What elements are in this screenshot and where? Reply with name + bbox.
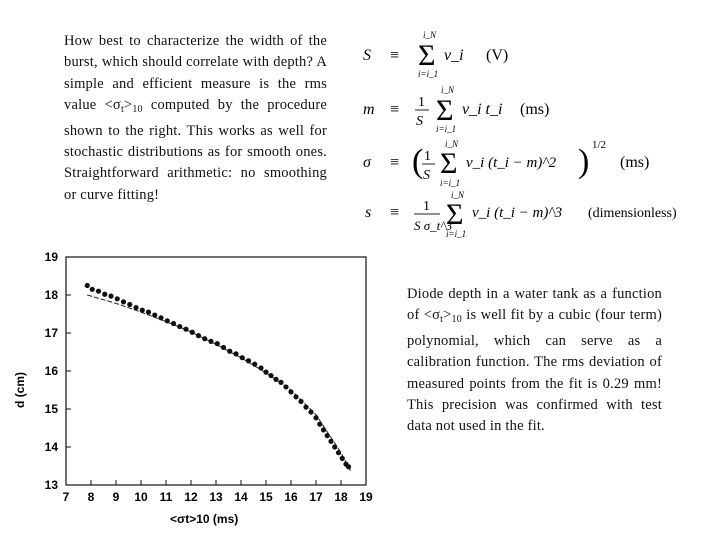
- data-point: [278, 380, 283, 385]
- y-tick-label: 19: [44, 250, 58, 264]
- x-tick-label: 12: [184, 490, 198, 504]
- eq-skew-one: 1: [423, 199, 430, 214]
- y-axis-label: d (cm): [13, 372, 27, 408]
- calib-text-end: is well fit by a cubic (four term) polynomial, which can serve as a calibration function. The rms deviation of measured points from the fit is 0.29 mm! This precision was confirmed with test data not used in the fit.: [407, 307, 662, 435]
- eq-skew-lhs: s: [365, 204, 372, 221]
- data-point: [321, 427, 326, 432]
- data-point: [108, 294, 113, 299]
- eq-skew-sum: Σ: [446, 198, 464, 231]
- data-point: [258, 365, 263, 370]
- data-point: [328, 439, 333, 444]
- data-point: [268, 373, 273, 378]
- eq-s-lower: i=i_1: [418, 69, 439, 79]
- data-point: [146, 310, 151, 315]
- data-point: [246, 358, 251, 363]
- data-point: [140, 308, 145, 313]
- eq-s-term: v_i: [444, 47, 464, 64]
- eq-s-unit: (V): [486, 47, 509, 64]
- x-tick-label: 15: [259, 490, 273, 504]
- data-point: [283, 384, 288, 389]
- x-tick-label: 17: [309, 490, 323, 504]
- eq-m-lhs: m: [363, 101, 375, 118]
- data-point: [227, 349, 232, 354]
- intro-text-end: computed by the procedure shown to the right. This works as well for stochastic distributions as for smooth ones. Straightforward arithmetic: no smoothing or curve fitting!: [64, 97, 328, 203]
- data-point: [233, 351, 238, 356]
- eq-s-sum: Σ: [418, 39, 436, 72]
- data-point: [263, 370, 268, 375]
- data-point: [308, 409, 313, 414]
- x-tick-label: 10: [134, 490, 148, 504]
- equation-skewness: [365, 190, 677, 239]
- eq-sigma-lower: i=i_1: [440, 178, 461, 188]
- x-tick-label: 9: [112, 490, 120, 504]
- x-tick-label: 7: [62, 490, 70, 504]
- x-tick-label: 13: [209, 490, 223, 504]
- calib-text-start: Diode depth in a water tank as a function of <σ: [407, 286, 662, 324]
- eq-m-lower: i=i_1: [436, 124, 457, 134]
- calib-sub-10: 10: [451, 314, 462, 326]
- x-tick-label: 14: [234, 490, 248, 504]
- data-point: [121, 299, 126, 304]
- x-tick-label: 16: [284, 490, 298, 504]
- y-tick-label: 14: [44, 440, 58, 454]
- x-axis: [63, 480, 373, 504]
- data-point: [177, 324, 182, 329]
- plot-frame: [66, 257, 366, 485]
- eq-m-over: S: [416, 114, 423, 129]
- eq-s-upper: i_N: [423, 30, 437, 40]
- data-point: [293, 394, 298, 399]
- data-point: [332, 444, 337, 449]
- x-tick-label: 8: [87, 490, 95, 504]
- eq-sigma-over: S: [423, 168, 430, 183]
- calib-sub-t: t: [440, 314, 444, 326]
- eq-sigma-equiv: ≡: [390, 154, 400, 171]
- equation-mean: [363, 85, 549, 134]
- y-tick-label: 17: [44, 326, 58, 340]
- calib-gt: >: [443, 307, 452, 324]
- eq-m-term: v_i t_i: [462, 101, 503, 118]
- eq-sigma-one: 1: [424, 149, 431, 164]
- data-point: [196, 333, 201, 338]
- eq-s-equiv: ≡: [390, 47, 400, 64]
- eq-sigma-power: 1/2: [592, 139, 607, 151]
- data-point: [252, 362, 257, 367]
- x-axis-label: <σt>10 (ms): [170, 512, 239, 526]
- eq-sigma-term: v_i (t_i − m)^2: [466, 155, 557, 171]
- data-point: [165, 318, 170, 323]
- intro-text-start: How best to characterize the width of the burst, which should correlate with depth? A simple and efficient measure is the rms value <σ: [64, 33, 327, 114]
- intro-gt: >: [123, 97, 133, 114]
- eq-skew-term: v_i (t_i − m)^3: [472, 205, 563, 221]
- eq-skew-over: S σ_t^3: [414, 218, 453, 233]
- data-point: [152, 313, 157, 318]
- eq-m-sum: Σ: [436, 94, 454, 127]
- data-point: [115, 296, 120, 301]
- intro-sub-10: 10: [132, 104, 143, 116]
- eq-s-lhs: S: [363, 47, 371, 64]
- eq-sigma-lhs: σ: [363, 154, 371, 171]
- data-point: [317, 422, 322, 427]
- x-tick-label: 11: [159, 490, 173, 504]
- data-point: [158, 315, 163, 320]
- data-point: [190, 330, 195, 335]
- eq-skew-lower: i=i_1: [446, 229, 467, 239]
- eq-m-unit: (ms): [520, 101, 550, 118]
- y-axis: [45, 250, 71, 492]
- eq-sigma-unit: (ms): [620, 154, 650, 171]
- data-point: [240, 355, 245, 360]
- data-point: [85, 283, 90, 288]
- data-point: [346, 464, 351, 469]
- data-point: [336, 450, 341, 455]
- intro-sub-t: t: [120, 104, 124, 116]
- x-tick-label: 18: [334, 490, 348, 504]
- x-tick-label: 19: [359, 490, 373, 504]
- data-point: [183, 327, 188, 332]
- eq-sigma-lparen: (: [412, 143, 424, 180]
- equations-block: [348, 10, 688, 240]
- data-point: [325, 433, 330, 438]
- data-point: [288, 389, 293, 394]
- data-point: [221, 345, 226, 350]
- data-point: [90, 287, 95, 292]
- data-point: [313, 415, 318, 420]
- y-tick-label: 13: [44, 478, 58, 492]
- data-point: [303, 405, 308, 410]
- intro-paragraph: [64, 31, 327, 206]
- data-point: [133, 305, 138, 310]
- data-point: [273, 377, 278, 382]
- fit-curve: [87, 295, 351, 472]
- data-point: [127, 302, 132, 307]
- data-point: [340, 456, 345, 461]
- eq-m-equiv: ≡: [390, 101, 400, 118]
- eq-skew-unit: (dimensionless): [588, 206, 677, 221]
- y-tick-label: 15: [44, 402, 58, 416]
- data-point: [215, 341, 220, 346]
- equation-sum: [363, 30, 508, 79]
- data-points: [85, 283, 351, 469]
- depth-calibration-chart: [0, 240, 380, 540]
- calibration-paragraph: [407, 284, 662, 438]
- eq-sigma-sum: Σ: [440, 147, 458, 180]
- data-point: [171, 321, 176, 326]
- eq-sigma-rparen: ): [578, 143, 590, 180]
- eq-sigma-upper: i_N: [445, 139, 459, 149]
- y-tick-label: 18: [44, 288, 58, 302]
- data-point: [298, 399, 303, 404]
- eq-m-upper: i_N: [441, 85, 455, 95]
- y-tick-label: 16: [44, 364, 58, 378]
- eq-m-one: 1: [418, 95, 425, 110]
- data-point: [102, 292, 107, 297]
- data-point: [202, 336, 207, 341]
- eq-skew-equiv: ≡: [390, 204, 400, 221]
- data-point: [208, 339, 213, 344]
- equation-sigma: [363, 139, 649, 188]
- data-point: [96, 289, 101, 294]
- eq-skew-upper: i_N: [451, 190, 465, 200]
